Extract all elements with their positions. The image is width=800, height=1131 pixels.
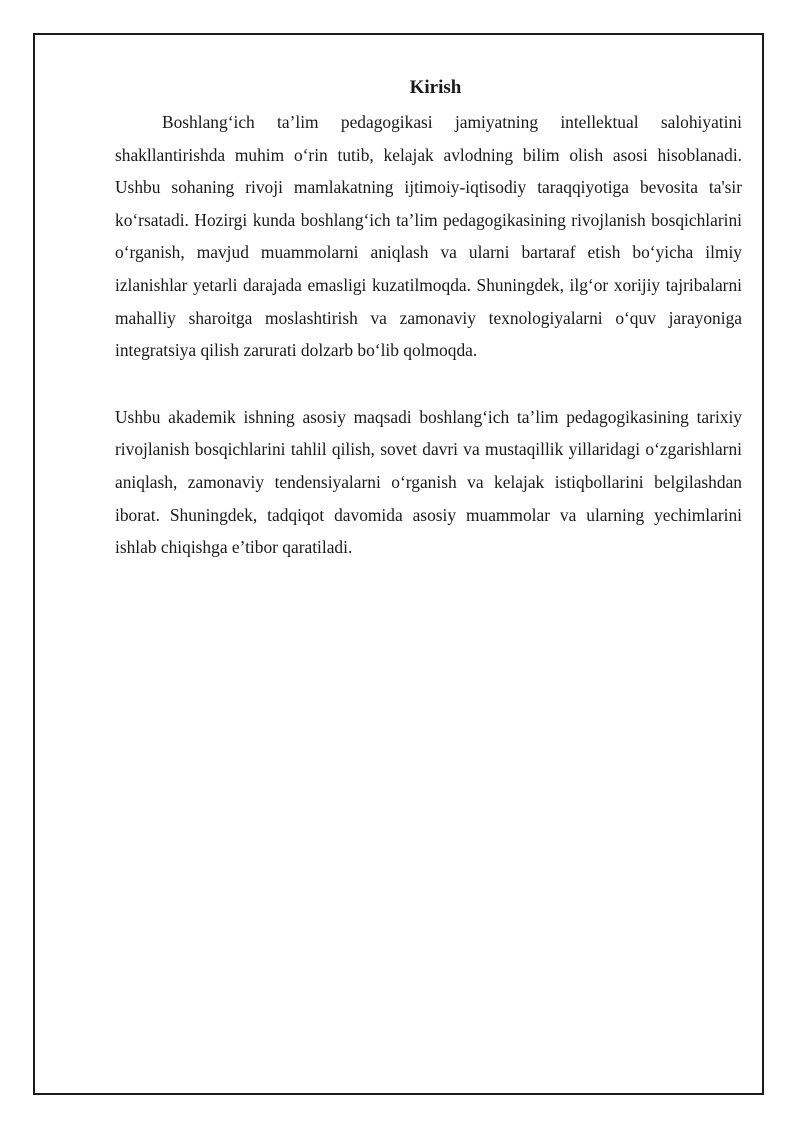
paragraph-intro: Boshlang‘ich ta’lim pedagogikasi jamiyatning intellektual salohiyatini shakllantirishda muhim o‘rin tutib, kelajak avlodning bilim olish asosi hisoblanadi. Ushbu sohaning rivoji mamlakatning ijtimoiy-iqtisodiy taraqqiyotiga bevosita ta'sir ko‘rsatadi. Hozirgi kunda boshlang‘ich ta’lim pedagogikasining rivojlanish bosqichlarini o‘rganish, mavjud muammolarni aniqlash va ularni bartaraf etish bo‘yicha ilmiy izlanishlar yetarli darajada emasligi kuzatilmoqda. Shuningdek, ilg‘or xorijiy tajribalarni mahalliy sharoitga moslashtirish va zamonaviy texnologiyalarni o‘quv jarayoniga integratsiya qilish zarurati dolzarb bo‘lib qolmoqda. [115, 112, 742, 361]
paragraph-aim: Ushbu akademik ishning asosiy maqsadi boshlang‘ich ta’lim pedagogikasining tarixiy rivojlanish bosqichlarini tahlil qilish, sovet davri va mustaqillik yillaridagi o‘zgarishlarni aniqlash, zamonaviy tendensiyalarni o‘rganish va kelajak istiqbollarini belgilashdan iborat. Shuningdek, tadqiqot davomida asosiy muammolar va ularning yechimlarini ishlab chiqishga e’tibor qaratiladi. [115, 406, 742, 558]
section-title: Kirish [409, 77, 462, 98]
paragraph-spacer [115, 367, 742, 401]
document-body [115, 76, 742, 564]
